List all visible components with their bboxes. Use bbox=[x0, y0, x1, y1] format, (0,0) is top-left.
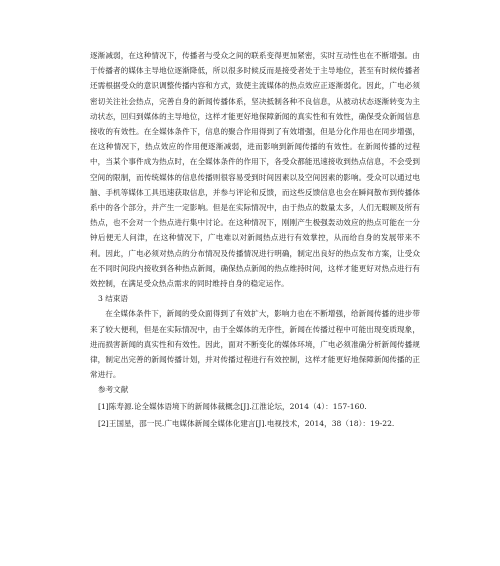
body-paragraph-2: 在全媒体条件下，新闻的受众面得到了有效扩大，影响力也在不断增强，给新闻传播的进步带来了较大便利，但是在实际情况中，由于全媒体的无序性，新闻在传播过程中可能出现变质现象，进而损害新闻的真实性和有效性。因此，面对不断变化的媒体环境，广电必须准确分析新闻传播规律，制定出完善的新闻传播计划，并对传播过程进行有效控制，这样才能更好地保障新闻传播的正常进行。 bbox=[90, 309, 420, 380]
references-title: 参考文献 bbox=[98, 385, 129, 395]
reference-item-2: [2]王国星，邵一民.广电媒体新闻全媒体化建言[J].电视技术，2014，38（18）：19-22. bbox=[98, 418, 395, 428]
body-paragraph-1: 逐渐减弱，在这种情况下，传播者与受众之间的联系变得更加紧密，实时互动性也在不断增强。由于传播者的媒体主导地位逐渐降低，所以很多时候反而是接受者处于主导地位，甚至有时候传播者还需根据受众的意识调整传播内容和方式，致使主流媒体的热点效应正逐渐弱化。因此，广电必须密切关注社会热点，完善自身的新闻传播体系，坚决抵制各种不良信息，从被动状态逐渐转变为主动状态，回归到媒体的主导地位，这样才能更好地保障新闻的真实性和有效性，确保受众新闻信息接收的有效性。在全媒体条件下，信息的聚合作用得到了有效增强，但是分化作用也在同步增强，在这种情况下，热点效应的作用便逐渐减弱，进而影响到新闻传播的有效性。在新闻传播的过程中，当某个事件成为热点时，在全媒体条件的作用下，各受众都能迅速接收到热点信息，不会受到空间的限制，而传统媒体的信息传播则很容易受到时间因素以及空间因素的影响。受众可以通过电脑、手机等媒体工具迅速获取信息，并参与评论和反馈，而这些反馈信息也会在瞬间散布到传播体系中的各个部分，并产生一定影响。但是在实际情况中，由于热点的数量太多，人们无暇顾及所有热点，也不会对一个热点进行集中讨论。在这种情况下，刚刚产生极强轰动效应的热点可能在一分钟后便无人问津，在这种情况下，广电难以对新闻热点进行有效掌控，从而给自身的发展带来不利。因此，广电必须对热点的分布情况及传播情况进行明确，制定出良好的热点发布方案，让受众在不同时间段内接收到各种热点新闻，确保热点新闻的热点维持时间，这样才能更好对热点进行有效控制，在满足受众热点需求的同时维持自身的稳定运作。 bbox=[90, 51, 420, 289]
reference-item-1: [1]陈寿源.论全媒体语境下的新闻体裁概念[J].江淮论坛，2014（4）：157-160. bbox=[98, 401, 367, 411]
document-page bbox=[90, 48, 420, 432]
section-heading-conclusion: 3 结束语 bbox=[98, 294, 129, 304]
